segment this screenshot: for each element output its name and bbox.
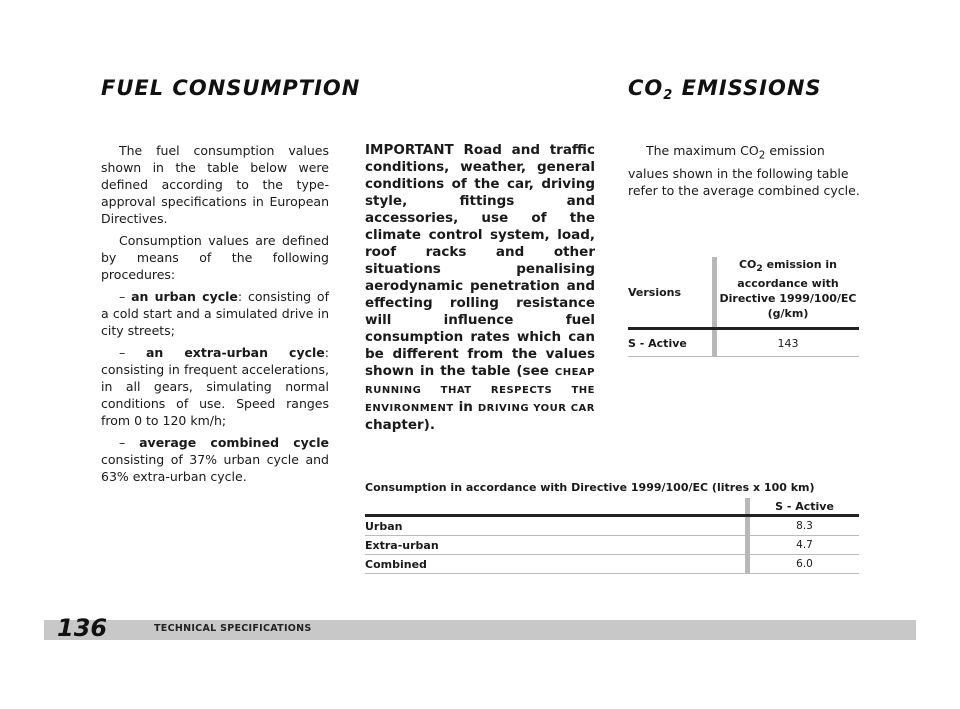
co2-header-line2: accordance with	[737, 277, 839, 291]
in-text: in	[453, 399, 478, 415]
consumption-row-label: Urban	[365, 519, 403, 533]
consumption-table-caption: Consumption in accordance with Directive 1999/100/EC (litres x 100 km)	[365, 481, 815, 494]
co2-header-line1: emission in	[762, 257, 838, 271]
important-notice	[365, 142, 595, 434]
consumption-row-value: 4.7	[745, 536, 859, 554]
co2-intro-paragraph	[628, 142, 860, 199]
co2-header-prefix: CO	[738, 257, 757, 271]
co2-header-versions: Versions	[628, 285, 682, 299]
consumption-row-value: 6.0	[745, 555, 859, 573]
urban-cycle-description: : consisting of a cold start and a simulated drive in city streets;	[101, 289, 329, 338]
average-cycle-item	[101, 434, 329, 485]
important-label: IMPORTANT	[365, 142, 454, 158]
consumption-header-version: S - Active	[745, 498, 859, 514]
table-row	[365, 536, 859, 555]
section-label: TECHNICAL SPECIFICATIONS	[154, 623, 312, 634]
important-text: Road and traffic conditions, weather, general conditions of the car, driving style, fittings and accessories, use of the climate control system, load, roof racks and other situations penalising aerodynamic penetration and effecting rolling resistance will influence fuel consumption rates which can be different from the values shown in the table (see	[365, 142, 595, 379]
consumption-row-label: Extra-urban	[365, 538, 439, 552]
co2-title-prefix: CO	[628, 76, 664, 100]
urban-dash: –	[119, 289, 132, 304]
co2-header-subscript: 2	[756, 263, 763, 275]
co2-table-header	[628, 257, 859, 330]
consumption-table	[365, 498, 859, 574]
consumption-header-blank	[365, 498, 745, 514]
procedures-paragraph: Consumption values are defined by means of the following procedures:	[101, 233, 329, 282]
chapter-text: chapter).	[365, 417, 435, 433]
avg-dash: –	[119, 435, 140, 450]
co2-emissions-text	[628, 142, 860, 204]
extra-urban-cycle-description: : consisting in frequent accelerations, in all gears, simulating normal conditions of use. Speed ranges from 0 to 120 km/h;	[101, 345, 329, 428]
co2-row-value: 143	[712, 330, 859, 356]
consumption-row-label: Combined	[365, 557, 427, 571]
page-number: 136	[57, 614, 108, 642]
co2-title-suffix: EMISSIONS	[673, 76, 822, 100]
average-cycle-term: average combined cycle	[139, 435, 329, 450]
co2-title-subscript: 2	[663, 88, 674, 103]
urban-cycle-item	[101, 288, 329, 339]
fuel-consumption-title: FUEL CONSUMPTION	[101, 76, 361, 100]
fuel-consumption-text	[101, 142, 329, 490]
extra-urban-cycle-term: an extra-urban cycle	[145, 345, 325, 360]
co2-emissions-table	[628, 257, 859, 357]
co2-para-prefix: The maximum CO	[646, 143, 759, 158]
consumption-row-value: 8.3	[745, 517, 859, 535]
co2-para-subscript: 2	[758, 149, 766, 162]
co2-header-emission	[712, 257, 859, 327]
cheap-running-reference: CHEAP RUNNING THAT RESPECTS THE ENVIRONMENT	[365, 367, 595, 414]
co2-header-line3: Directive 1999/100/EC	[719, 292, 857, 306]
urban-cycle-term: an urban cycle	[131, 289, 238, 304]
co2-para-suffix: emission values shown in the following table refer to the average combined cycle.	[628, 143, 860, 198]
table-row	[365, 555, 859, 574]
intro-paragraph: The fuel consumption values shown in the table below were defined according to the type-approval specifications in European Directives.	[101, 143, 329, 226]
consumption-table-header	[365, 498, 859, 517]
average-cycle-description: consisting of 37% urban cycle and 63% extra-urban cycle.	[101, 452, 329, 484]
extra-dash: –	[119, 345, 146, 360]
co2-emissions-title	[628, 76, 822, 103]
co2-row-version: S - Active	[628, 336, 687, 350]
table-row	[365, 517, 859, 536]
driving-your-car-reference: DRIVING YOUR CAR	[477, 403, 595, 414]
table-row	[628, 330, 859, 357]
co2-header-line4: (g/km)	[767, 307, 809, 321]
extra-urban-cycle-item	[101, 344, 329, 429]
